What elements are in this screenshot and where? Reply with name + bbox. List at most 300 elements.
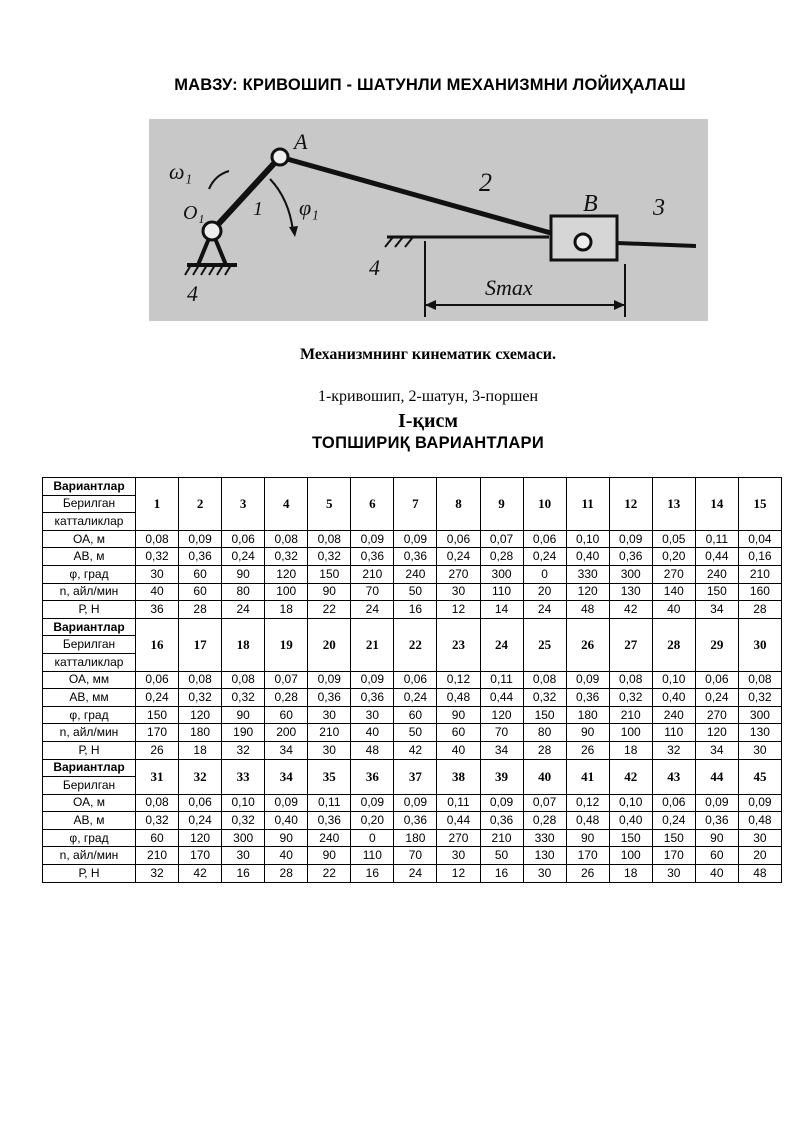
- parameter-value: 40: [652, 601, 695, 619]
- parameter-value: 0,08: [265, 530, 308, 548]
- parameter-value: 20: [738, 847, 781, 865]
- parameter-value: 70: [351, 583, 394, 601]
- parameter-value: 90: [222, 706, 265, 724]
- variant-number: 41: [566, 759, 609, 794]
- table-row: [43, 565, 782, 583]
- parameter-value: 0,32: [609, 689, 652, 707]
- variant-number: 14: [695, 478, 738, 531]
- joint-o1: [203, 222, 221, 240]
- parameter-value: 0,48: [437, 689, 480, 707]
- parameter-value: 180: [394, 829, 437, 847]
- parameter-value: 0,28: [523, 812, 566, 830]
- variant-number: 22: [394, 618, 437, 671]
- parameter-value: 0,24: [394, 689, 437, 707]
- given-label: Берилган: [43, 636, 136, 654]
- label-ground-mid: 4: [369, 255, 380, 280]
- variants-header-row: [43, 618, 782, 636]
- parameter-value: 50: [480, 847, 523, 865]
- variant-number: 17: [179, 618, 222, 671]
- parameter-value: 0,09: [394, 530, 437, 548]
- parameter-value: 90: [222, 565, 265, 583]
- parameter-value: 16: [394, 601, 437, 619]
- parameter-label: ОА, м: [43, 530, 136, 548]
- parameter-value: 30: [738, 829, 781, 847]
- figure-caption: Механизмнинг кинематик схемаси.: [299, 346, 557, 363]
- parameter-value: 0,20: [652, 548, 695, 566]
- parameter-value: 42: [609, 601, 652, 619]
- parameter-value: 210: [136, 847, 179, 865]
- parameter-label: n, айл/мин: [43, 724, 136, 742]
- parameter-value: 330: [566, 565, 609, 583]
- parameter-value: 210: [308, 724, 351, 742]
- variants-header-row: [43, 478, 782, 496]
- parameter-value: 150: [136, 706, 179, 724]
- parameter-value: 30: [308, 706, 351, 724]
- parameter-value: 60: [437, 724, 480, 742]
- parameter-value: 0,08: [136, 794, 179, 812]
- parameter-value: 0,16: [738, 548, 781, 566]
- connecting-rod-link: [280, 157, 583, 242]
- table-row: [43, 530, 782, 548]
- parameter-value: 0,09: [351, 530, 394, 548]
- table-row: [43, 865, 782, 883]
- parameter-value: 90: [308, 583, 351, 601]
- parameter-label: φ, град: [43, 565, 136, 583]
- parameter-value: 32: [652, 741, 695, 759]
- parameter-value: 0,20: [351, 812, 394, 830]
- label-o1: O₁: [183, 202, 205, 224]
- variant-number: 32: [179, 759, 222, 794]
- parameter-value: 0,40: [566, 548, 609, 566]
- parameter-value: 28: [179, 601, 222, 619]
- variant-number: 2: [179, 478, 222, 531]
- parameter-value: 0,09: [179, 530, 222, 548]
- parameter-value: 30: [136, 565, 179, 583]
- variants-label: Вариантлар: [43, 478, 136, 496]
- parameter-value: 22: [308, 601, 351, 619]
- variant-number: 40: [523, 759, 566, 794]
- table-row: [43, 794, 782, 812]
- parameter-value: 90: [308, 847, 351, 865]
- parameter-label: ОА, мм: [43, 671, 136, 689]
- parameter-value: 150: [652, 829, 695, 847]
- parameter-value: 0,11: [437, 794, 480, 812]
- variants-table: [42, 477, 782, 883]
- variant-number: 23: [437, 618, 480, 671]
- parameter-label: Р, Н: [43, 741, 136, 759]
- parameter-value: 210: [351, 565, 394, 583]
- page-title: МАВЗУ: КРИВОШИП - ШАТУНЛИ МЕХАНИЗМНИ ЛОЙИҲАЛАШ: [174, 76, 686, 94]
- parameter-value: 0,09: [265, 794, 308, 812]
- parts-legend: 1-кривошип, 2-шатун, 3-поршен: [317, 388, 539, 405]
- parameter-value: 60: [265, 706, 308, 724]
- parameter-value: 80: [222, 583, 265, 601]
- variant-number: 4: [265, 478, 308, 531]
- parameter-value: 300: [480, 565, 523, 583]
- parameter-value: 70: [394, 847, 437, 865]
- variant-number: 43: [652, 759, 695, 794]
- parameter-value: 0,07: [480, 530, 523, 548]
- variant-number: 33: [222, 759, 265, 794]
- variant-number: 36: [351, 759, 394, 794]
- parameter-value: 50: [394, 724, 437, 742]
- parameter-value: 90: [566, 724, 609, 742]
- parameter-value: 210: [609, 706, 652, 724]
- parameter-value: 0,09: [394, 794, 437, 812]
- parameter-label: φ, град: [43, 829, 136, 847]
- parameter-value: 0,06: [437, 530, 480, 548]
- parameter-value: 60: [394, 706, 437, 724]
- parameter-value: 0: [351, 829, 394, 847]
- parameter-value: 150: [308, 565, 351, 583]
- variant-number: 27: [609, 618, 652, 671]
- parameter-value: 0,10: [566, 530, 609, 548]
- table-row: [43, 724, 782, 742]
- parameter-value: 0,09: [351, 794, 394, 812]
- parameter-value: 30: [652, 865, 695, 883]
- parameter-value: 130: [523, 847, 566, 865]
- parameter-value: 0,12: [437, 671, 480, 689]
- table-row: [43, 689, 782, 707]
- variant-number: 11: [566, 478, 609, 531]
- parameter-value: 240: [652, 706, 695, 724]
- parameter-value: 0,28: [265, 689, 308, 707]
- parameter-value: 16: [351, 865, 394, 883]
- variant-number: 21: [351, 618, 394, 671]
- parameter-value: 24: [394, 865, 437, 883]
- parameter-value: 90: [695, 829, 738, 847]
- parameter-value: 0,32: [179, 689, 222, 707]
- crank-link: [212, 157, 280, 231]
- variants-label: Вариантлар: [43, 618, 136, 636]
- joint-a: [272, 149, 288, 165]
- parameter-value: 0,24: [695, 689, 738, 707]
- parameter-value: 30: [523, 865, 566, 883]
- parameter-value: 30: [437, 847, 480, 865]
- parameter-value: 0,36: [609, 548, 652, 566]
- parameter-value: 0,08: [523, 671, 566, 689]
- parameter-value: 34: [695, 601, 738, 619]
- parameter-value: 0,36: [351, 548, 394, 566]
- table-row: [43, 812, 782, 830]
- parameter-value: 0,10: [609, 794, 652, 812]
- parameter-value: 130: [738, 724, 781, 742]
- variant-number: 28: [652, 618, 695, 671]
- variant-number: 1: [136, 478, 179, 531]
- parameter-value: 0,06: [652, 794, 695, 812]
- parameter-value: 240: [695, 565, 738, 583]
- part-heading: I-қисм: [398, 410, 458, 432]
- parameter-value: 210: [738, 565, 781, 583]
- variant-number: 6: [351, 478, 394, 531]
- parameter-label: n, айл/мин: [43, 583, 136, 601]
- label-rod-number: 2: [479, 168, 492, 197]
- parameter-value: 18: [609, 741, 652, 759]
- variant-number: 10: [523, 478, 566, 531]
- parameter-value: 110: [351, 847, 394, 865]
- parameter-value: 0,09: [609, 530, 652, 548]
- parameter-value: 0,24: [179, 812, 222, 830]
- parameter-value: 0,10: [652, 671, 695, 689]
- parameter-value: 0,09: [480, 794, 523, 812]
- label-a: A: [294, 129, 308, 154]
- parameter-value: 240: [308, 829, 351, 847]
- variant-number: 29: [695, 618, 738, 671]
- variant-number: 44: [695, 759, 738, 794]
- parameter-value: 80: [523, 724, 566, 742]
- variant-number: 37: [394, 759, 437, 794]
- parameter-label: АВ, м: [43, 548, 136, 566]
- parameter-value: 0,40: [265, 812, 308, 830]
- variant-number: 24: [480, 618, 523, 671]
- parameter-value: 40: [437, 741, 480, 759]
- parameter-value: 120: [179, 706, 222, 724]
- variant-number: 42: [609, 759, 652, 794]
- table-row: [43, 829, 782, 847]
- label-piston-number: 3: [653, 195, 665, 221]
- parameter-value: 0,07: [523, 794, 566, 812]
- parameter-value: 240: [394, 565, 437, 583]
- parameter-value: 60: [695, 847, 738, 865]
- parameter-value: 0,32: [738, 689, 781, 707]
- parameter-value: 170: [566, 847, 609, 865]
- parameter-value: 100: [609, 724, 652, 742]
- parameter-value: 0,09: [351, 671, 394, 689]
- variant-number: 38: [437, 759, 480, 794]
- parameter-value: 0,06: [136, 671, 179, 689]
- parameter-value: 180: [566, 706, 609, 724]
- variant-number: 5: [308, 478, 351, 531]
- parameter-value: 0,08: [308, 530, 351, 548]
- parameter-value: 270: [695, 706, 738, 724]
- parameter-value: 120: [265, 565, 308, 583]
- given-label: Берилган: [43, 777, 136, 795]
- parameter-value: 18: [609, 865, 652, 883]
- parameter-value: 270: [437, 829, 480, 847]
- parameter-value: 30: [351, 706, 394, 724]
- parameter-value: 12: [437, 865, 480, 883]
- parameter-value: 60: [179, 565, 222, 583]
- parameter-value: 110: [652, 724, 695, 742]
- parameter-value: 90: [566, 829, 609, 847]
- parameter-value: 48: [566, 601, 609, 619]
- parameter-value: 34: [695, 741, 738, 759]
- parameter-value: 24: [351, 601, 394, 619]
- parameter-value: 30: [308, 741, 351, 759]
- table-row: [43, 601, 782, 619]
- parameter-value: 0,32: [308, 548, 351, 566]
- parameter-value: 30: [222, 847, 265, 865]
- parameter-value: 170: [652, 847, 695, 865]
- parameter-value: 330: [523, 829, 566, 847]
- parameter-value: 34: [480, 741, 523, 759]
- table-row: [43, 741, 782, 759]
- parameter-value: 0,32: [265, 548, 308, 566]
- parameter-value: 12: [437, 601, 480, 619]
- parameter-value: 24: [523, 601, 566, 619]
- parameter-value: 0,36: [695, 812, 738, 830]
- parameter-value: 0,24: [136, 689, 179, 707]
- parameter-value: 0,36: [351, 689, 394, 707]
- variant-number: 3: [222, 478, 265, 531]
- variant-number: 13: [652, 478, 695, 531]
- parameter-value: 120: [179, 829, 222, 847]
- parameter-value: 30: [738, 741, 781, 759]
- parameter-value: 40: [695, 865, 738, 883]
- parameter-value: 40: [351, 724, 394, 742]
- parameter-value: 60: [136, 829, 179, 847]
- parameter-value: 0,44: [437, 812, 480, 830]
- parameter-value: 90: [265, 829, 308, 847]
- parameter-value: 28: [523, 741, 566, 759]
- label-b: B: [583, 191, 598, 217]
- variant-number: 18: [222, 618, 265, 671]
- parameter-value: 0,12: [566, 794, 609, 812]
- parameter-value: 300: [738, 706, 781, 724]
- parameter-value: 210: [480, 829, 523, 847]
- quantities-label: катталиклар: [43, 653, 136, 671]
- parameter-value: 0,44: [480, 689, 523, 707]
- parameter-value: 160: [738, 583, 781, 601]
- parameter-value: 14: [480, 601, 523, 619]
- parameter-value: 0,36: [179, 548, 222, 566]
- parameter-value: 0,28: [480, 548, 523, 566]
- kinematic-scheme-drawing: [149, 119, 708, 321]
- table-row: [43, 671, 782, 689]
- parameter-value: 0,06: [695, 671, 738, 689]
- parameter-value: 0,32: [222, 812, 265, 830]
- tasks-heading: ТОПШИРИҚ ВАРИАНТЛАРИ: [311, 434, 545, 452]
- parameter-value: 0,04: [738, 530, 781, 548]
- parameter-value: 140: [652, 583, 695, 601]
- parameter-value: 150: [523, 706, 566, 724]
- parameter-value: 18: [265, 601, 308, 619]
- parameter-value: 0,07: [265, 671, 308, 689]
- parameter-value: 0,32: [136, 812, 179, 830]
- variant-number: 15: [738, 478, 781, 531]
- variants-header-row: [43, 759, 782, 777]
- parameter-value: 0,44: [695, 548, 738, 566]
- parameter-value: 16: [222, 865, 265, 883]
- parameter-value: 0,40: [652, 689, 695, 707]
- variant-number: 31: [136, 759, 179, 794]
- mechanism-scheme: [149, 119, 708, 321]
- parameter-value: 0,40: [609, 812, 652, 830]
- parameter-value: 50: [394, 583, 437, 601]
- label-phi: φ₁: [299, 195, 319, 220]
- parameter-value: 26: [566, 741, 609, 759]
- parameter-value: 48: [351, 741, 394, 759]
- parameter-value: 170: [136, 724, 179, 742]
- parameter-value: 28: [265, 865, 308, 883]
- parameter-value: 0,08: [136, 530, 179, 548]
- variant-number: 9: [480, 478, 523, 531]
- variant-number: 8: [437, 478, 480, 531]
- parameter-value: 0,09: [566, 671, 609, 689]
- parameter-label: Р, Н: [43, 601, 136, 619]
- parameter-label: ОА, м: [43, 794, 136, 812]
- parameter-value: 48: [738, 865, 781, 883]
- parameter-value: 26: [136, 741, 179, 759]
- parameter-value: 70: [480, 724, 523, 742]
- parameter-value: 0,24: [523, 548, 566, 566]
- parameter-value: 0,08: [179, 671, 222, 689]
- table-row: [43, 548, 782, 566]
- variant-number: 25: [523, 618, 566, 671]
- parameter-value: 0,06: [222, 530, 265, 548]
- parameter-value: 0,08: [738, 671, 781, 689]
- parameter-value: 0,06: [394, 671, 437, 689]
- table-row: [43, 847, 782, 865]
- label-crank-number: 1: [253, 198, 263, 220]
- parameter-value: 60: [179, 583, 222, 601]
- parameter-value: 0,06: [523, 530, 566, 548]
- parameter-value: 36: [136, 601, 179, 619]
- parameter-value: 0,08: [609, 671, 652, 689]
- parameter-value: 300: [222, 829, 265, 847]
- parameter-label: Р, Н: [43, 865, 136, 883]
- parameter-value: 100: [265, 583, 308, 601]
- parameter-value: 100: [609, 847, 652, 865]
- parameter-value: 190: [222, 724, 265, 742]
- label-ground-left: 4: [187, 281, 198, 306]
- parameter-value: 32: [222, 741, 265, 759]
- parameter-value: 270: [437, 565, 480, 583]
- parameter-value: 34: [265, 741, 308, 759]
- table-row: [43, 583, 782, 601]
- parameter-value: 0: [523, 565, 566, 583]
- parameter-value: 20: [523, 583, 566, 601]
- parameter-value: 42: [179, 865, 222, 883]
- parameter-value: 120: [566, 583, 609, 601]
- joint-b: [575, 234, 591, 250]
- variants-label: Вариантлар: [43, 759, 136, 777]
- parameter-value: 150: [609, 829, 652, 847]
- parameter-value: 18: [179, 741, 222, 759]
- parameter-value: 0,06: [179, 794, 222, 812]
- label-smax: Smax: [485, 275, 533, 300]
- variant-number: 35: [308, 759, 351, 794]
- parameter-value: 0,36: [394, 812, 437, 830]
- variant-number: 12: [609, 478, 652, 531]
- parameter-value: 0,11: [308, 794, 351, 812]
- parameter-value: 0,24: [222, 548, 265, 566]
- quantities-label: катталиклар: [43, 513, 136, 531]
- variant-number: 20: [308, 618, 351, 671]
- parameter-value: 42: [394, 741, 437, 759]
- parameter-value: 90: [437, 706, 480, 724]
- parameter-value: 0,48: [566, 812, 609, 830]
- parameter-value: 0,09: [308, 671, 351, 689]
- parameter-value: 0,36: [480, 812, 523, 830]
- parameter-value: 28: [738, 601, 781, 619]
- parameter-value: 40: [136, 583, 179, 601]
- given-label: Берилган: [43, 495, 136, 513]
- parameter-value: 0,36: [308, 689, 351, 707]
- parameter-label: φ, град: [43, 706, 136, 724]
- parameter-value: 0,05: [652, 530, 695, 548]
- variant-number: 34: [265, 759, 308, 794]
- parameter-value: 16: [480, 865, 523, 883]
- label-omega: ω₁: [169, 159, 193, 184]
- parameter-value: 120: [480, 706, 523, 724]
- parameter-value: 40: [265, 847, 308, 865]
- parameter-value: 30: [437, 583, 480, 601]
- parameter-value: 32: [136, 865, 179, 883]
- parameter-value: 130: [609, 583, 652, 601]
- parameter-value: 0,32: [222, 689, 265, 707]
- variant-number: 26: [566, 618, 609, 671]
